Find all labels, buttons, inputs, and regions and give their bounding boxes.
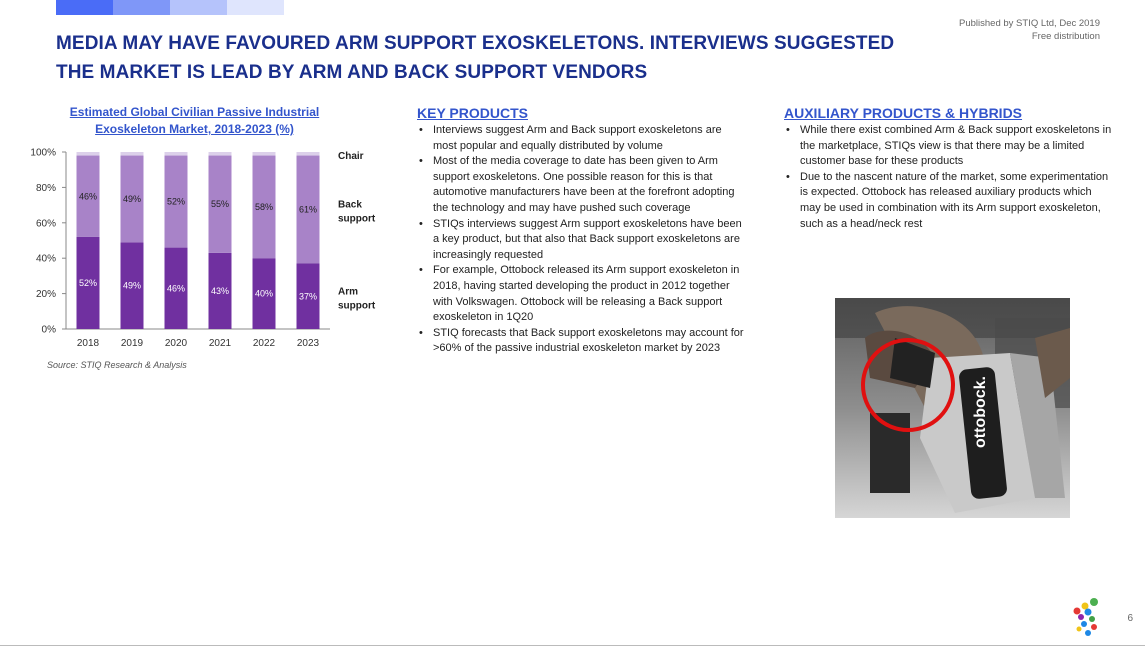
- y-tick-label: 0%: [41, 324, 56, 336]
- bar-data-label: 43%: [210, 285, 230, 296]
- x-tick-label: 2019: [120, 338, 144, 349]
- topbar-segment-4: [227, 0, 284, 15]
- auxiliary-bullet: • Due to the nascent nature of the market, some experimentation is expected. Ottobock has released auxiliary products which may be used in combination with its Arm support exoskeleton, such as a head/neck rest: [784, 170, 1114, 232]
- key-products-section: [417, 105, 747, 357]
- auxiliary-bullet: • While there exist combined Arm & Back support exoskeletons in the marketplace, STIQs view is that there may be a limited customer base for these products: [784, 123, 1114, 170]
- auxiliary-section: [784, 105, 1114, 232]
- key-products-bullet: • Most of the media coverage to date has been given to Arm support exoskeletons. One possible reason for this is that automotive manufacturers have been at the forefront adopting the technology and may have pushed such coverage: [417, 154, 747, 216]
- x-tick-label: 2022: [252, 338, 276, 349]
- bar-chair: [297, 152, 320, 156]
- x-tick-label: 2021: [208, 338, 232, 349]
- bar-data-label: 55%: [210, 199, 230, 210]
- bar-chair: [121, 152, 144, 156]
- key-products-bullet: • For example, Ottobock released its Arm support exoskeleton in 2018, having started developing the product in 2012 together with Volkswagen. Ottobock will be releasing a Back support exoskeleton in 1Q20: [417, 263, 747, 325]
- bar-data-label: 37%: [298, 291, 318, 302]
- y-tick-label: 20%: [35, 289, 56, 301]
- stacked-bar-chart: [0, 140, 400, 360]
- bar-data-label: 52%: [166, 196, 186, 207]
- bar-data-label: 49%: [122, 280, 142, 291]
- stiq-logo-icon: [1072, 597, 1104, 639]
- chart-title: [52, 104, 337, 138]
- bar-data-label: 52%: [78, 277, 98, 288]
- topbar-segment-3: [170, 0, 227, 15]
- key-products-bullet: • STIQs interviews suggest Arm support exoskeletons have been a key product, but that also that Back support exoskeletons are increasingly requested: [417, 217, 747, 264]
- page-title: [56, 29, 956, 87]
- y-tick-label: 40%: [35, 253, 56, 265]
- auxiliary-heading: AUXILIARY PRODUCTS & HYBRIDS: [784, 105, 1023, 121]
- bar-chair: [209, 152, 232, 156]
- exoskeleton-photo: [835, 298, 1070, 518]
- key-products-list: [417, 123, 747, 357]
- bar-data-label: 46%: [78, 191, 98, 202]
- x-tick-label: 2018: [76, 338, 100, 349]
- exoskeleton-illustration: [835, 298, 1070, 518]
- publisher-line-2: Free distribution: [1031, 31, 1100, 42]
- chart-title-line-1: Estimated Global Civilian Passive Industrial: [69, 105, 320, 119]
- bar-data-label: 40%: [254, 288, 274, 299]
- page-title-line-2: THE MARKET IS LEAD BY ARM AND BACK SUPPORT VENDORS: [56, 62, 648, 83]
- y-tick-label: 80%: [35, 182, 56, 194]
- bar-data-label: 46%: [166, 283, 186, 294]
- topbar-segment-2: [113, 0, 170, 15]
- key-products-heading: KEY PRODUCTS: [417, 105, 528, 121]
- x-tick-label: 2023: [296, 338, 320, 349]
- legend-label-arm-support: Arm support: [338, 286, 376, 312]
- auxiliary-list: [784, 123, 1114, 232]
- bar-data-label: 58%: [254, 201, 274, 212]
- chart-title-line-2: Exoskeleton Market, 2018-2023 (%): [95, 122, 294, 136]
- publisher-line-1: Published by STIQ Ltd, Dec 2019: [959, 18, 1100, 29]
- bar-data-label: 61%: [298, 204, 318, 215]
- bar-data-label: 49%: [122, 193, 142, 204]
- key-products-bullet: • Interviews suggest Arm and Back support exoskeletons are most popular and equally distributed by volume: [417, 123, 747, 154]
- y-tick-label: 60%: [35, 218, 56, 230]
- bar-chair: [253, 152, 276, 156]
- bar-chair: [77, 152, 100, 156]
- x-tick-label: 2020: [164, 338, 188, 349]
- y-tick-label: 100%: [30, 147, 56, 159]
- chart-source: Source: STIQ Research & Analysis: [47, 360, 187, 370]
- legend-label-chair: Chair: [338, 150, 364, 162]
- ottobock-brand-text: ottobock.: [972, 376, 989, 448]
- legend-label-back-support: Back support: [338, 199, 376, 225]
- top-color-bar: [56, 0, 284, 15]
- bar-chair: [165, 152, 188, 156]
- page-title-line-1: MEDIA MAY HAVE FAVOURED ARM SUPPORT EXOSKELETONS. INTERVIEWS SUGGESTED: [56, 33, 895, 54]
- page-number: 6: [1127, 613, 1133, 624]
- topbar-segment-1: [56, 0, 113, 15]
- key-products-bullet: • STIQ forecasts that Back support exoskeletons may account for >60% of the passive industrial exoskeleton market by 2023: [417, 326, 747, 357]
